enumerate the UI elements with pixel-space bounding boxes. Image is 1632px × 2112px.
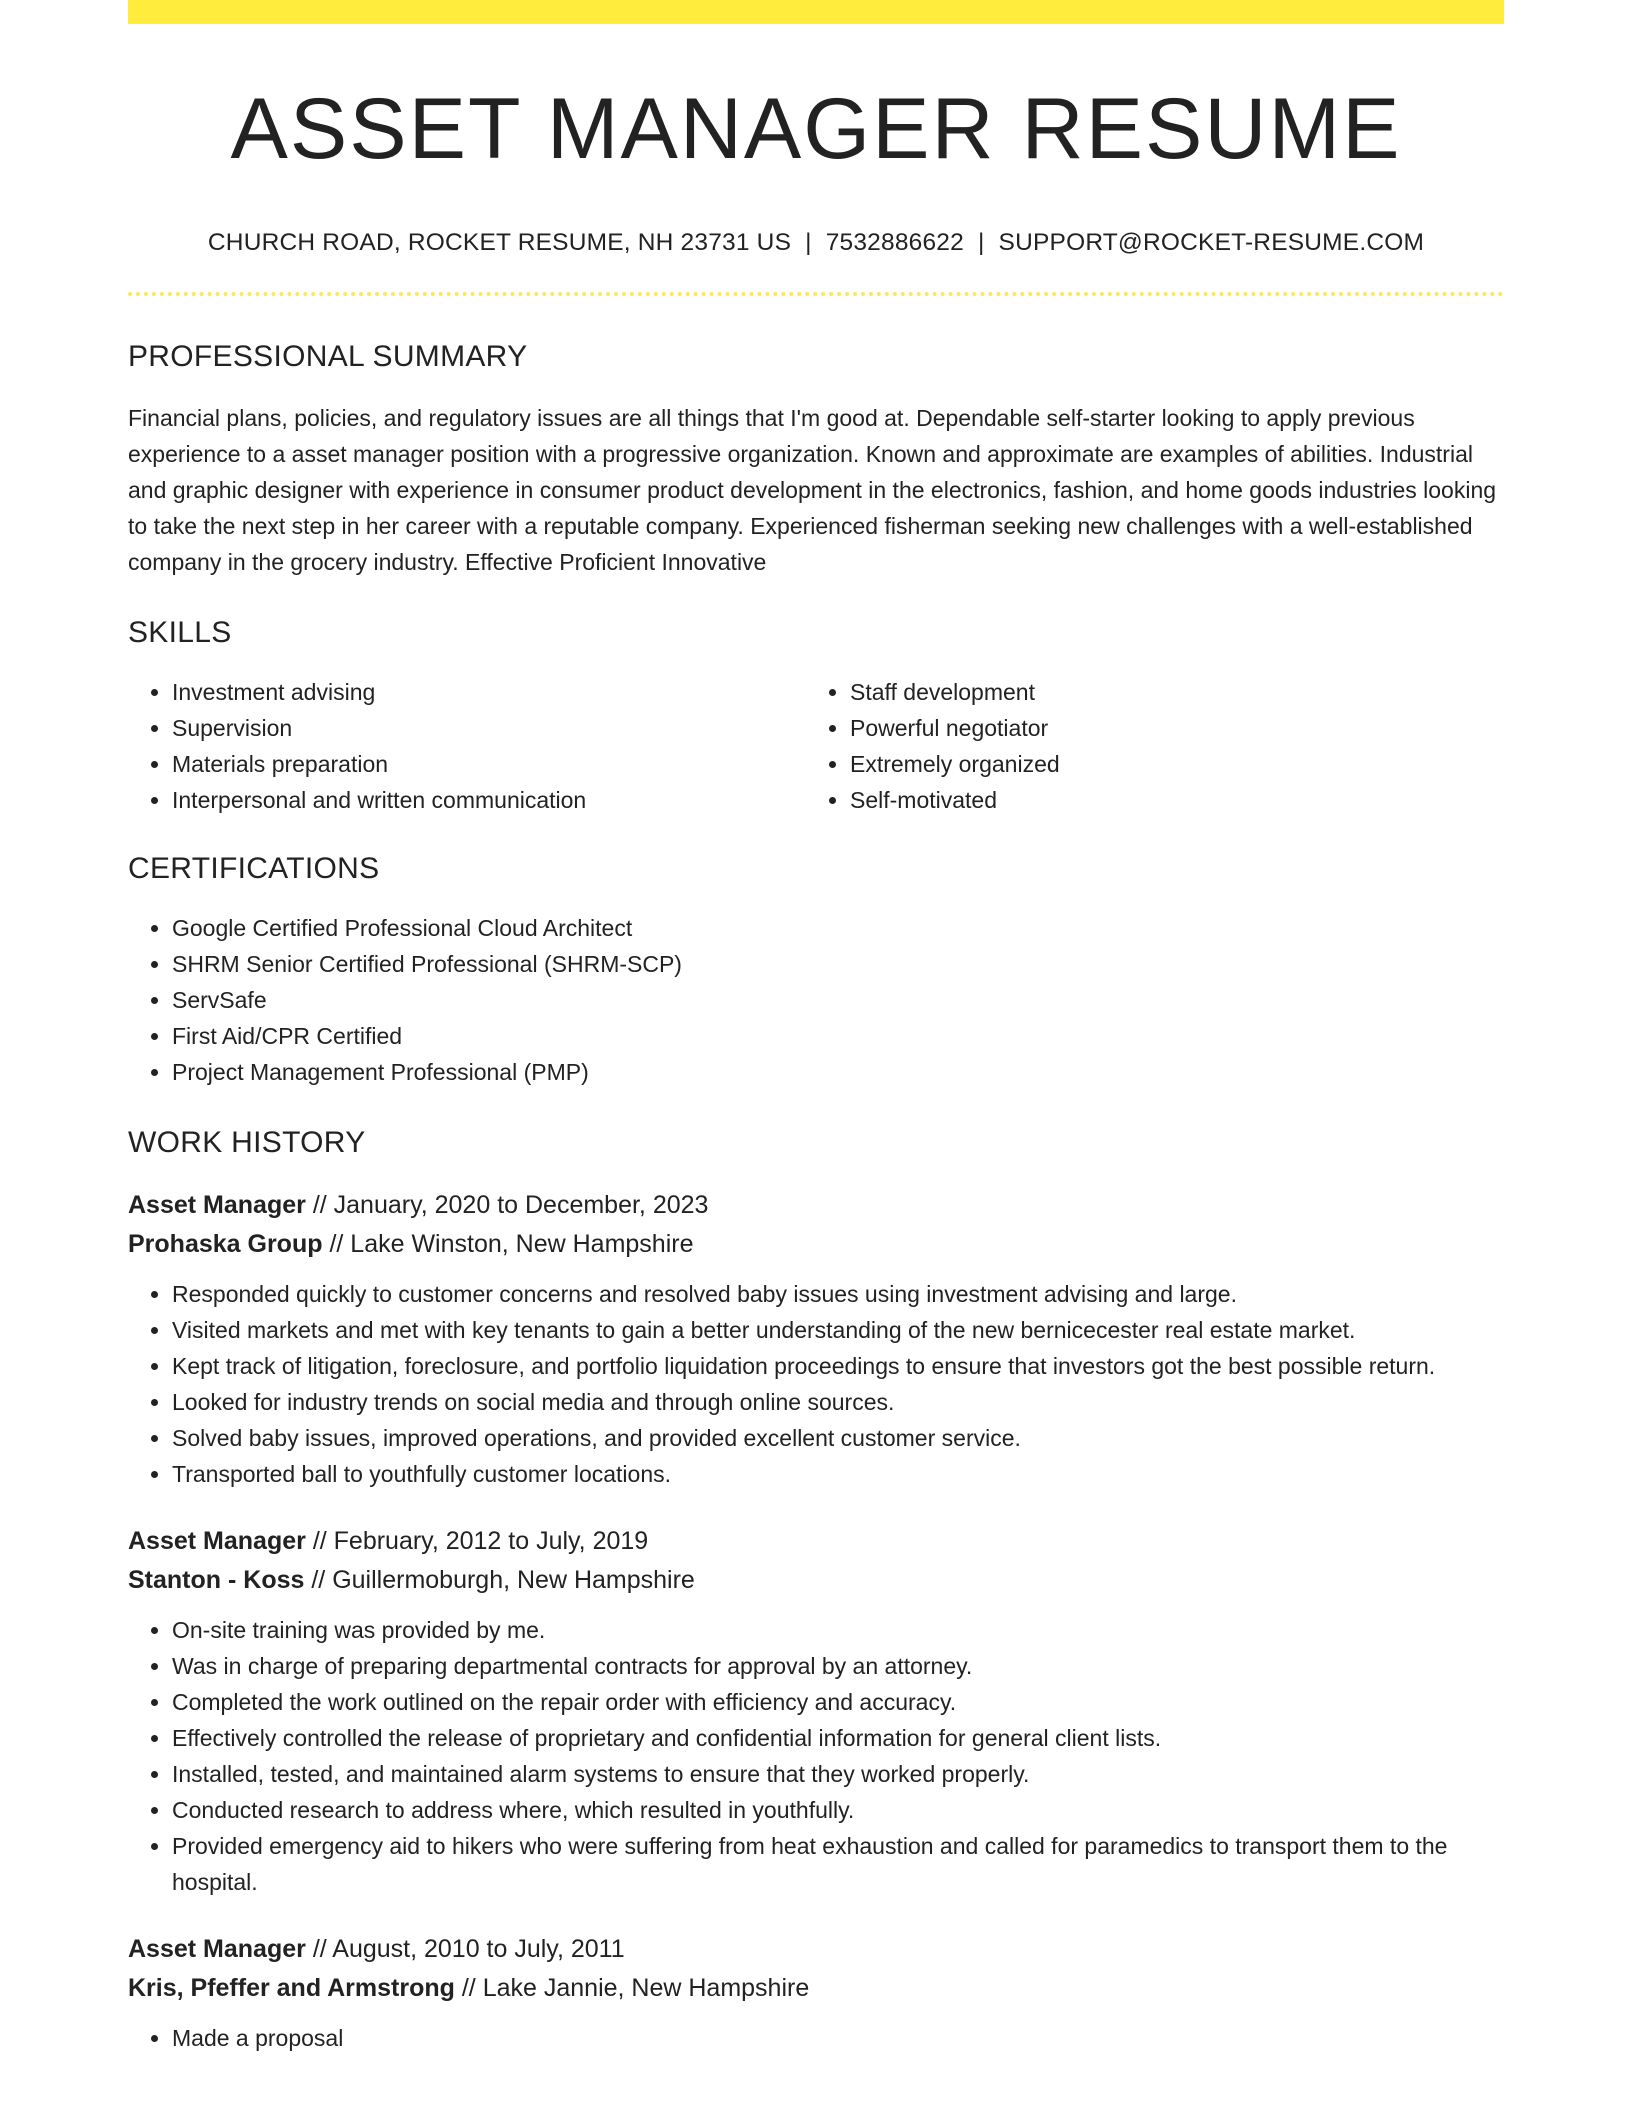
job-entry [128, 1186, 1504, 1492]
job-location: // Lake Jannie, New Hampshire [461, 1973, 810, 2002]
job-company: Prohaska Group [128, 1229, 323, 1258]
skills-column-right [806, 674, 1484, 818]
email: SUPPORT@ROCKET-RESUME.COM [998, 229, 1425, 257]
skills-list-right [806, 674, 1484, 818]
job-role-line [128, 1186, 1504, 1225]
skills-list-left [128, 674, 806, 818]
job-bullet: • Transported ball to youthfully customer locations. [172, 1456, 1504, 1492]
job-location: // Guillermoburgh, New Hampshire [311, 1565, 695, 1594]
job-role: Asset Manager [128, 1190, 306, 1219]
job-bullets [128, 2020, 1504, 2056]
section-title-work-history: WORK HISTORY [128, 1125, 366, 1159]
skills-columns [128, 674, 1504, 818]
job-dates: // February, 2012 to July, 2019 [312, 1526, 649, 1555]
section-title-skills: SKILLS [128, 615, 232, 649]
job-bullet: • Installed, tested, and maintained alarm systems to ensure that they worked properly. [172, 1756, 1504, 1792]
section-title-certifications: CERTIFICATIONS [128, 851, 380, 885]
job-bullet: • Was in charge of preparing departmental contracts for approval by an attorney. [172, 1648, 1504, 1684]
job-company-line [128, 1969, 1504, 2008]
top-accent-bar [128, 0, 1504, 24]
skill-item: • Investment advising [172, 674, 806, 710]
job-bullet: • Kept track of litigation, foreclosure, and portfolio liquidation proceedings to ensure that investors got the best possible return. [172, 1348, 1504, 1384]
job-bullet: • Completed the work outlined on the repair order with efficiency and accuracy. [172, 1684, 1504, 1720]
job-company: Kris, Pfeffer and Armstrong [128, 1973, 455, 2002]
skill-item: • Powerful negotiator [850, 710, 1484, 746]
job-bullets [128, 1612, 1504, 1900]
phone: 7532886622 [825, 229, 964, 257]
summary-text: Financial plans, policies, and regulatory issues are all things that I'm good at. Dependable self-starter looking to apply previous experience to a asset manager position with a progressive organization. Known and approximate are examples of abilities. Industrial and graphic designer with experience in consumer product development in the electronics, fashion, and home goods industries looking to take the next step in her career with a reputable company. Experienced fisherman seeking new challenges with a well-established company in the grocery industry. Effective Proficient Innovative [128, 404, 1497, 575]
certification-item: • SHRM Senior Certified Professional (SHRM-SCP) [172, 946, 1504, 982]
job-bullet: • Made a proposal [172, 2020, 1504, 2056]
resume-page [128, 0, 1504, 2056]
job-bullet: • Responded quickly to customer concerns and resolved baby issues using investment advising and large. [172, 1276, 1504, 1312]
job-bullet: • Visited markets and met with key tenants to gain a better understanding of the new bernicecester real estate market. [172, 1312, 1504, 1348]
job-bullet: • Conducted research to address where, which resulted in youthfully. [172, 1792, 1504, 1828]
resume-title: ASSET MANAGER RESUME [230, 81, 1402, 177]
job-dates: // August, 2010 to July, 2011 [312, 1934, 625, 1963]
skill-item: • Staff development [850, 674, 1484, 710]
job-bullets [128, 1276, 1504, 1492]
job-bullet: • On-site training was provided by me. [172, 1612, 1504, 1648]
certification-item: • First Aid/CPR Certified [172, 1018, 1504, 1054]
job-bullet: • Effectively controlled the release of proprietary and confidential information for general client lists. [172, 1720, 1504, 1756]
dotted-divider [128, 292, 1504, 296]
job-bullet: • Solved baby issues, improved operations, and provided excellent customer service. [172, 1420, 1504, 1456]
certifications-list [128, 910, 1504, 1090]
contact-separator: | [805, 229, 812, 257]
section-title-summary: PROFESSIONAL SUMMARY [128, 339, 528, 373]
skill-item: • Extremely organized [850, 746, 1484, 782]
job-entry [128, 1930, 1504, 2056]
certification-item: • Project Management Professional (PMP) [172, 1054, 1504, 1090]
skill-item: • Materials preparation [172, 746, 806, 782]
job-company-line [128, 1225, 1504, 1264]
job-bullet: • Looked for industry trends on social media and through online sources. [172, 1384, 1504, 1420]
certification-item: • Google Certified Professional Cloud Architect [172, 910, 1504, 946]
contact-line [128, 228, 1504, 257]
skill-item: • Self-motivated [850, 782, 1484, 818]
job-role: Asset Manager [128, 1934, 306, 1963]
skill-item: • Supervision [172, 710, 806, 746]
address: CHURCH ROAD, ROCKET RESUME, NH 23731 US [207, 229, 792, 257]
job-role: Asset Manager [128, 1526, 306, 1555]
job-company: Stanton - Koss [128, 1565, 305, 1594]
job-bullet: • Provided emergency aid to hikers who were suffering from heat exhaustion and called for paramedics to transport them to the hospital. [172, 1828, 1504, 1900]
job-company-line [128, 1561, 1504, 1600]
certification-item: • ServSafe [172, 982, 1504, 1018]
skills-column-left [128, 674, 806, 818]
job-role-line [128, 1930, 1504, 1969]
job-role-line [128, 1522, 1504, 1561]
job-entry [128, 1522, 1504, 1900]
job-dates: // January, 2020 to December, 2023 [312, 1190, 709, 1219]
job-location: // Lake Winston, New Hampshire [329, 1229, 694, 1258]
skill-item: • Interpersonal and written communication [172, 782, 806, 818]
contact-separator: | [977, 229, 985, 257]
